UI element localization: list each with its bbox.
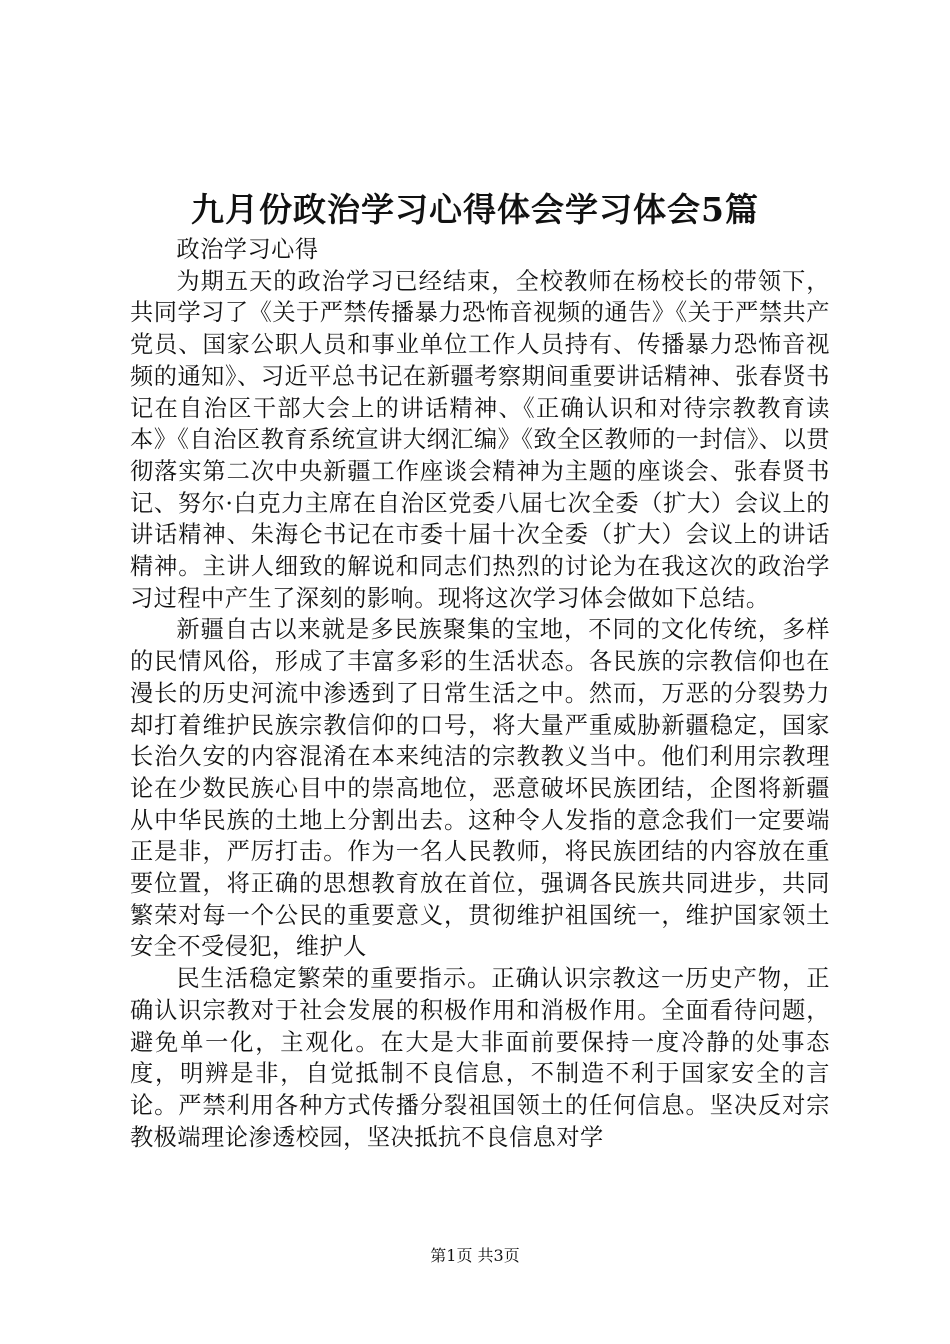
paragraph: 民生活稳定繁荣的重要指示。正确认识宗教这一历史产物，正确认识宗教对于社会发展的积极作用和消极作用。全面看待问题，避免单一化，主观化。在大是大非面前要保持一度冷静的处事态度，明辨是非，自觉抵制不良信息，不制造不利于国家安全的言论。严禁利用各种方式传播分裂祖国领土的任何信息。坚决反对宗教极端理论渗透校园，坚决抵抗不良信息对学 (130, 965, 830, 1151)
document-body (130, 234, 830, 1153)
section-heading: 政治学习心得 (176, 236, 319, 263)
page-number-footer: 第1页 共3页 (430, 1246, 520, 1265)
paragraph: 为期五天的政治学习已经结束，全校教师在杨校长的带领下，共同学习了《关于严禁传播暴力恐怖音视频的通告》《关于严禁共产党员、国家公职人员和事业单位工作人员持有、传播暴力恐怖音视频的通知》、习近平总书记在新疆考察期间重要讲话精神、张春贤书记在自治区干部大会上的讲话精神、《正确认识和对待宗教教育读本》《自治区教育系统宣讲大纲汇编》《致全区教师的一封信》、以贯彻落实第二次中央新疆工作座谈会精神为主题的座谈会、张春贤书记、努尔·白克力主席在自治区党委八届七次全委（扩大）会议上的讲话精神、朱海仑书记在市委十届十次全委（扩大）会议上的讲话精神。主讲人细致的解说和同志们热烈的讨论为在我这次的政治学习过程中产生了深刻的影响。现将这次学习体会做如下总结。 (130, 267, 830, 612)
paragraph: 新疆自古以来就是多民族聚集的宝地，不同的文化传统，多样的民情风俗，形成了丰富多彩的生活状态。各民族的宗教信仰也在漫长的历史河流中渗透到了日常生活之中。然而，万恶的分裂势力却打着维护民族宗教信仰的口号，将大量严重威胁新疆稳定，国家长治久安的内容混淆在本来纯洁的宗教教义当中。他们利用宗教理论在少数民族心目中的崇高地位，恶意破坏民族团结，企图将新疆从中华民族的土地上分割出去。这种令人发指的意念我们一定要端正是非，严厉打击。作为一名人民教师，将民族团结的内容放在重要位置，将正确的思想教育放在首位，强调各民族共同进步，共同繁荣对每一个公民的重要意义，贯彻维护祖国统一，维护国家领土安全不受侵犯，维护人 (130, 616, 830, 961)
document-title: 九月份政治学习心得体会学习体会5篇 (191, 190, 759, 229)
